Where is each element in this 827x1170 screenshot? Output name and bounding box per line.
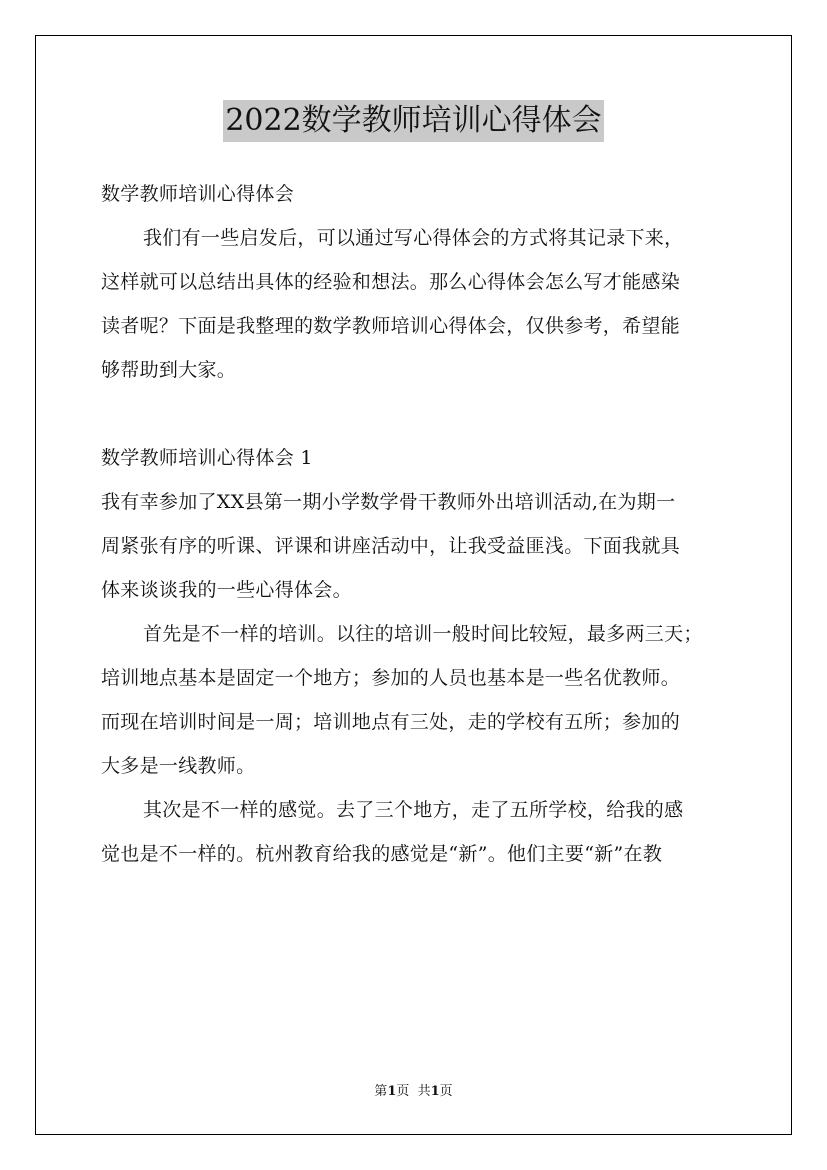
page-current: 1 (387, 1084, 397, 1099)
intro-paragraph (101, 216, 731, 392)
document-title: 2022数学教师培训心得体会 (223, 100, 603, 142)
document-subtitle: 数学教师培训心得体会 (101, 183, 295, 205)
page-prefix: 第 (374, 1084, 388, 1099)
paragraph-line: 我有幸参加了XX县第一期小学数学骨干教师外出培训活动,在为期一 (101, 491, 676, 513)
paragraph-line: 首先是不一样的培训。以往的培训一般时间比较短，最多两三天； (143, 623, 703, 645)
paragraph-line: 培训地点基本是固定一个地方；参加的人员也基本是一些名优教师。 (101, 667, 681, 689)
section-paragraph-3 (101, 788, 731, 876)
paragraph-line: 大多是一线教师。 (101, 755, 256, 777)
section-paragraph-2 (101, 612, 731, 788)
paragraph-line: 觉也是不一样的。杭州教育给我的感觉是“新”。他们主要“新”在教 (101, 843, 663, 865)
title-wrap (0, 100, 827, 142)
page-footer (0, 1083, 827, 1101)
paragraph-line: 其次是不一样的感觉。去了三个地方，走了五所学校，给我的感 (143, 799, 684, 821)
intro-line: 够帮助到大家。 (101, 359, 237, 381)
paragraph-line: 而现在培训时间是一周；培训地点有三处，走的学校有五所；参加的 (101, 711, 681, 733)
document-body (101, 172, 731, 876)
intro-line: 我们有一些启发后，可以通过写心得体会的方式将其记录下来， (143, 227, 684, 249)
paragraph-line: 体来谈谈我的一些心得体会。 (101, 579, 352, 601)
paragraph-line: 周紧张有序的听课、评课和讲座活动中，让我受益匪浅。下面我就具 (101, 535, 681, 557)
intro-line: 读者呢？下面是我整理的数学教师培训心得体会，仅供参考，希望能 (101, 315, 681, 337)
blank-line (101, 392, 731, 436)
page-suffix: 页 (439, 1084, 453, 1099)
page-mid: 页 共 (396, 1084, 431, 1099)
section-paragraph-1 (101, 480, 731, 612)
intro-line: 这样就可以总结出具体的经验和想法。那么心得体会怎么写才能感染 (101, 271, 681, 293)
page-total: 1 (430, 1084, 440, 1099)
section-heading: 数学教师培训心得体会 1 (101, 447, 313, 469)
